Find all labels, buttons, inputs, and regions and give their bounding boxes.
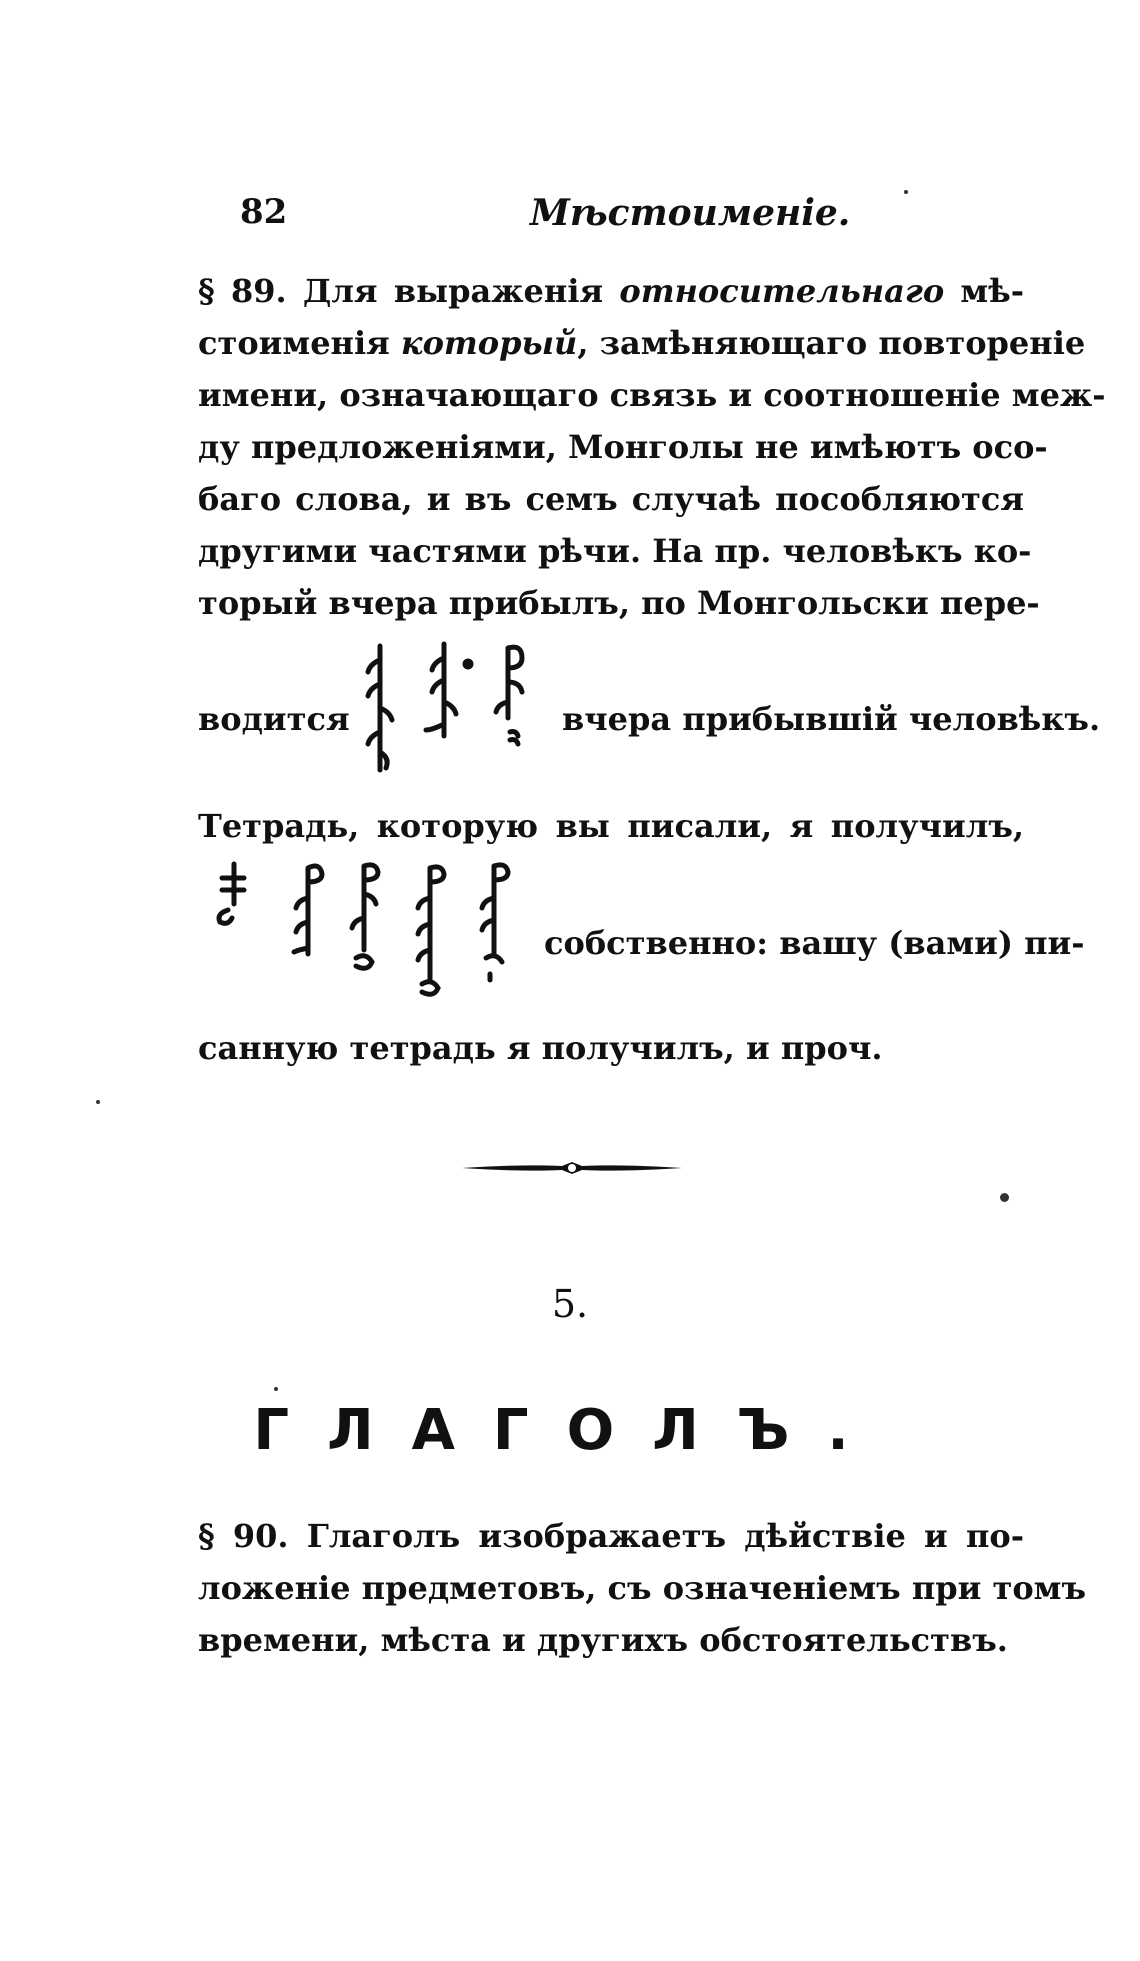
section-89-intro: § 89. Для выраженія (198, 272, 620, 310)
paragraph-89-line-6: другими частями рѣчи. На пр. человѣкъ ко- (198, 532, 1032, 570)
running-title: Мѣстоименіе. (530, 192, 851, 234)
paragraph-90-line-2: ложеніе предметовъ, съ означеніемъ при томъ (198, 1569, 1087, 1607)
example-2-translation: собственно: вашу (вами) пи- (544, 924, 1085, 962)
ink-speck (1000, 1193, 1009, 1202)
example-2-line: Тетрадь, которую вы писали, я получилъ, (198, 807, 1024, 845)
example-1-row (198, 640, 1101, 780)
ink-speck (96, 1100, 100, 1104)
paragraph-89-line-3: имени, означающаго связь и соотношеніе меж- (198, 376, 1106, 414)
example-2-continuation-line: санную тетрадь я получилъ, и проч. (198, 1029, 883, 1067)
paragraph-89 (198, 265, 1106, 629)
example-2-continuation (198, 1022, 1024, 1074)
paragraph-89-line-5: баго слова, и въ семъ случаѣ пособляются (198, 480, 1024, 518)
paragraph-90-line-1: § 90. Глаголъ изображаетъ дѣйствіе и по- (198, 1517, 1024, 1555)
page-header (240, 192, 1020, 240)
example-1-lead: водится (198, 700, 350, 738)
section-number: 5. (551, 1282, 589, 1326)
page-number: 82 (240, 192, 288, 232)
paragraph-89-line-7: торый вчера прибылъ, по Монгольски пере- (198, 584, 1040, 622)
line-1-end: мѣ- (944, 272, 1025, 310)
paragraph-89-line-2 (198, 317, 1086, 369)
paragraph-90-line-3: времени, мѣста и другихъ обстоятельствъ. (198, 1621, 1008, 1659)
line-2-start: стоименія (198, 324, 401, 362)
line-2-end: , замѣняющаго повтореніе (577, 324, 1086, 362)
emphasis-relative: относительнаго (619, 272, 945, 310)
example-2-intro (198, 800, 1024, 852)
paragraph-90 (198, 1510, 1087, 1666)
paragraph-89-line-1 (198, 265, 1024, 317)
paragraph-89-line-4: ду предложеніями, Монголы не имѣютъ осо- (198, 428, 1048, 466)
emphasis-which: который (400, 324, 578, 362)
example-2-row (198, 858, 1085, 998)
ink-speck (904, 190, 908, 194)
section-title: ГЛАГОЛЪ. (253, 1398, 887, 1463)
mongolian-script-illustration-2 (204, 858, 544, 998)
example-1-translation: вчера прибывшій человѣкъ. (562, 700, 1101, 738)
mongolian-script-illustration-1 (358, 640, 548, 780)
ornamental-divider (462, 1158, 682, 1182)
ink-speck (274, 1387, 278, 1391)
